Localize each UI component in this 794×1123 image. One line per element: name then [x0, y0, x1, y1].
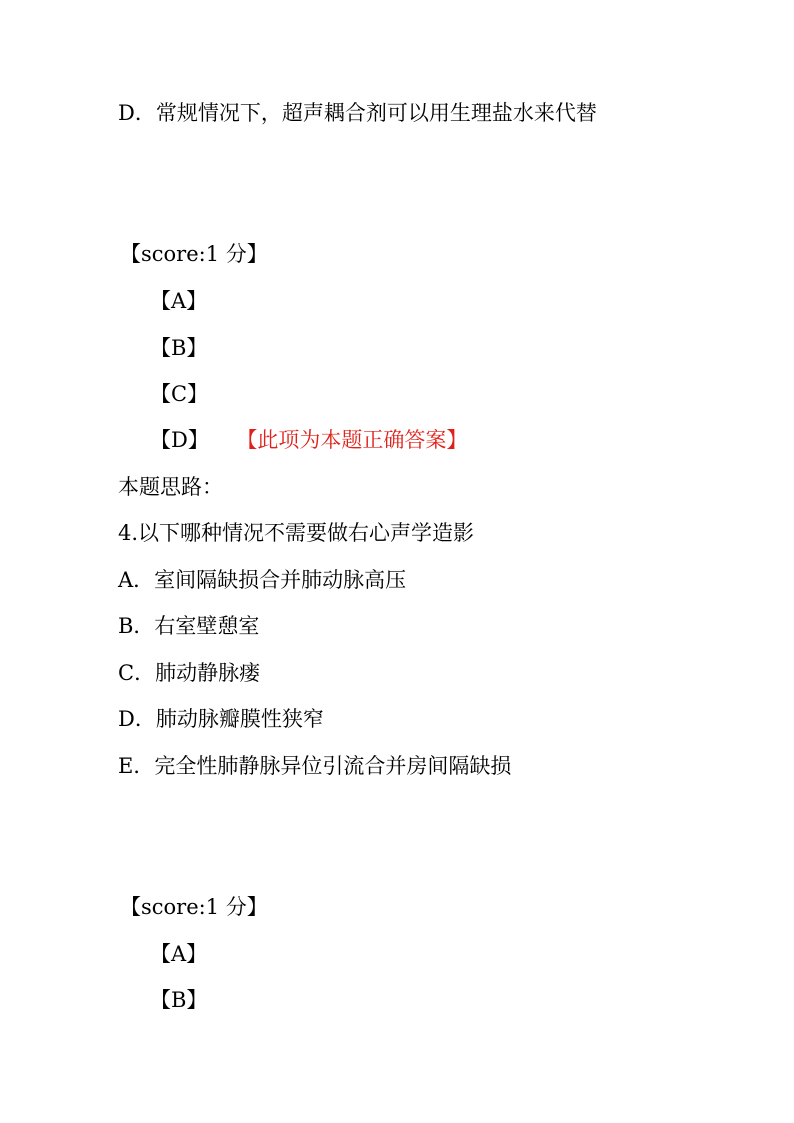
correct-answer-marker: 【此项为本题正确答案】: [246, 428, 468, 452]
q3-choice-b: 【B】: [150, 336, 208, 360]
q4-score: 【score:1 分】: [120, 895, 268, 919]
q4-choice-a: 【A】: [150, 942, 208, 966]
q4-stem: 4.以下哪种情况不需要做右心声学造影: [118, 521, 475, 545]
explanation-label: 本题思路：: [118, 475, 223, 499]
q3-choice-c: 【C】: [150, 382, 209, 406]
q4-option-e: E．完全性肺静脉异位引流合并房间隔缺损: [118, 754, 512, 778]
q4-choice-b: 【B】: [150, 988, 208, 1012]
q4-option-d: D．肺动脉瓣膜性狭窄: [118, 707, 324, 731]
q4-option-c: C．肺动静脉瘘: [118, 661, 261, 685]
q3-choice-d: 【D】: [150, 428, 209, 452]
q4-option-b: B．右室壁憩室: [118, 614, 260, 638]
q3-option-d: D．常规情况下，超声耦合剂可以用生理盐水来代替: [118, 101, 597, 125]
q3-choice-d-row: [150, 427, 467, 453]
q3-choice-a: 【A】: [150, 289, 208, 313]
q3-score: 【score:1 分】: [120, 242, 268, 266]
q4-option-a: A．室间隔缺损合并肺动脉高压: [118, 568, 407, 592]
